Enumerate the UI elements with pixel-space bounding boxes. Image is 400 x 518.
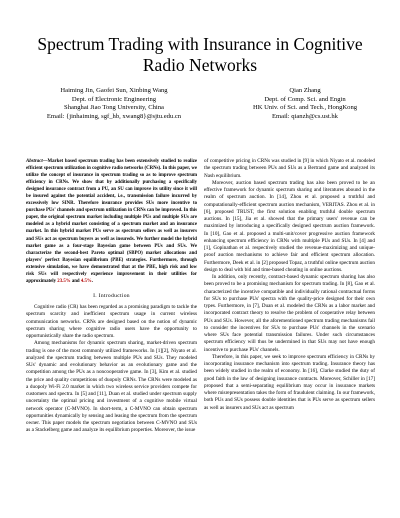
abstract-percent-high-risk: 23.5% [57,278,71,284]
author-dept: Dept. of Comp. Sci. and Engin [264,95,346,103]
author-affiliation: HK Univ. of Sci. and Tech., HongKong [252,104,358,112]
abstract-percent-low-risk: 4.5% [80,278,92,284]
author-affiliation: Shanghai Jiao Tong University, China [64,104,164,112]
author-email: Email: {jinhaiming, sgf_hb, xwang8}@sjtu.edu.cn [46,112,182,120]
intro-paragraph-1: Cognitive radio (CR) has been regarded as a promising paradigm to tackle the spectrum scarcity and inefficient spectrum usage in current wireless communication networks. CRNs are designed based on the notion of dynamic spectrum sharing where cognitive radio users have the opportunity to opportunistically share the radio spectrum. [26,304,197,340]
author-email: Email: qianzh@cs.ust.hk [272,112,338,120]
abstract-end: . [91,278,93,284]
abstract-and: and [70,278,81,284]
intro-paragraph-2: Among mechanisms for dynamic spectrum sharing, market-driven spectrum trading is one of the most commonly utilized frameworks. In [1][2], Niyato et al. analyzed the spectrum trading between multiple PUs and SUs. They modeled SUs' dynamic and evolutionary behavior as an evolutionary game and the competition among the PUs as a noncooperative game. In [3], Kim et al. studied the price and quality competitions of duopoly CRNs. The CRNs were modeled as a duopoly Wi-Fi 2.0 market in which two wireless service providers compete for customers and spectra. In [5] and [11], Duan et al. studied under spectrum supply uncertainty the optimal pricing and investment of a cognitive mobile virtual network operator (C-MVNO). In short-term, a C-MVNO can obtain spectrum opportunities dynamically by sensing and leasing the spectrum from the spectrum owner. This paper models the spectrum negotiation between C-MVNO and SUs as a Stackelberg game and analyze its equilibrium properties. Moreover, the issue [26,340,197,434]
section-heading-introduction: I. Introduction [93,292,130,299]
author-block-1 [24,87,204,121]
body-paragraph-4: Therefore, in this paper, we seek to improve spectrum efficiency in CRNs by incorporating insurance mechanism into spectrum trading. Insurance theory has been widely studied in the realm of economy. In [16], Clarke studied the duty of good faith in the law of designing insurance contracts. Moreover, Schiller in [17] proposed that a semi-separating equilibrium may occur in insurance markets where misrepresentation takes the form of fraudulent claiming. In our framework, both PUs and SUs possess double identities that is PUs serve as spectrum sellers as well as insurers and SUs act as spectrum [204,353,375,411]
abstract-label: Abstract [26,159,43,164]
body-paragraph-3: In addition, only recently, contract-based dynamic spectrum sharing has also been proved to be a promising mechanism for spectrum trading. In [8], Gao et al. characterized the incentive compatible and individually rational contractual forms for SUs to purchase PUs' spectra with the quality-price designed for their own types. Furthermore, in [7], Duan et al. modeled the CRNs as a labor market and incorporated contract theory to resolve the problem of cooperative relay between PUs and SUs. However, all the aforementioned spectrum trading mechanisms fail to consider the incentives for SUs to purchase PUs' channels in the scenario where SUs face potential transmission failures. Under such circumstances spectrum efficiency will thus be undermined in that SUs may not have enough incentive to purchase PUs' channels. [204,274,375,353]
body-paragraph-2: Moreover, auction based spectrum trading has also been proved to be an effective framework for dynamic spectrum sharing and literatures abound in the realm of spectrum auction. In [14], Zhou et al. proposed a truthful and computationally-efficient spectrum auction mechanism, VERITAS. Zhou et al. in [6], proposed TRUST, the first solution enabling truthful double spectrum auctions. In [15], Jia et al. showed that the primary users' revenue can be maximized by introducing a specifically designed spectrum auction framework. In [10], Gao et al. proposed a multi-unit/cover progressive auction framework enhancing spectrum efficiency in CRNs with multiple PUs and SUs. In [4] and [1], Gopinathan et al. respectively studied the revenue-maximizing and unique-proof auction mechanisms to achieve fair and efficient spectrum allocation. Furthermore, Deek et al. in [2] proposed Topaz, a truthful online spectrum auction design to deal with bid and time-based cheating in online auctions. [204,179,375,273]
author-names: Haiming Jin, Gaofei Sun, Xinbing Wang [60,87,168,94]
right-column [204,158,375,412]
abstract [26,158,197,285]
author-names: Qian Zhang [289,87,321,94]
author-dept: Dept. of Electronic Engineering [71,95,157,103]
paper-title: Spectrum Trading with Insurance in Cognitive Radio Networks [37,34,363,75]
left-column [26,158,197,435]
body-paragraph-1: of competitive pricing in CRNs was studied in [9] in which Niyato et al. modeled the spectrum trading between PUs and SUs as a Bertrand game and analyzed its Nash equilibrium. [204,158,375,179]
abstract-text: —Market based spectrum trading has been extensively studied to realize efficient spectrum utilization in cognitive radio networks (CRNs). In this paper, we utilize the concept of insurance in spectrum trading so as to improve spectrum efficiency in CRNs. We show that by additionally purchasing a specifically designed insurance contract from a PU, an SU can improve its utility since it will be insured against the potential accident, i.e., transmission failure incurred by excessively low SINR. Therefore insurance provides SUs more incentive to purchase PUs' channels and spectrum utilization in CRNs can be improved. In this paper, the original spectrum market including multiple PUs and multiple SUs are modeled as a hybrid market consisting of a spectrum market and an insurance market. In this hybrid market PUs serve as spectrum sellers as well as insurers and SUs act as spectrum buyers as well as insureds. We further model the hybrid market game as a four-stage Bayesian game between PUs and SUs. We characterize the second-best Pareto optimal (SBPO) market allocations and players' perfect Bayesian equilibrium (PBE) strategies. Furthermore, through extensive simulation, we have demonstrated that at the PBE, high risk and low risk SUs will respectively experience improvement in their utilities for approximately [26,159,197,284]
author-block-2 [220,87,390,121]
